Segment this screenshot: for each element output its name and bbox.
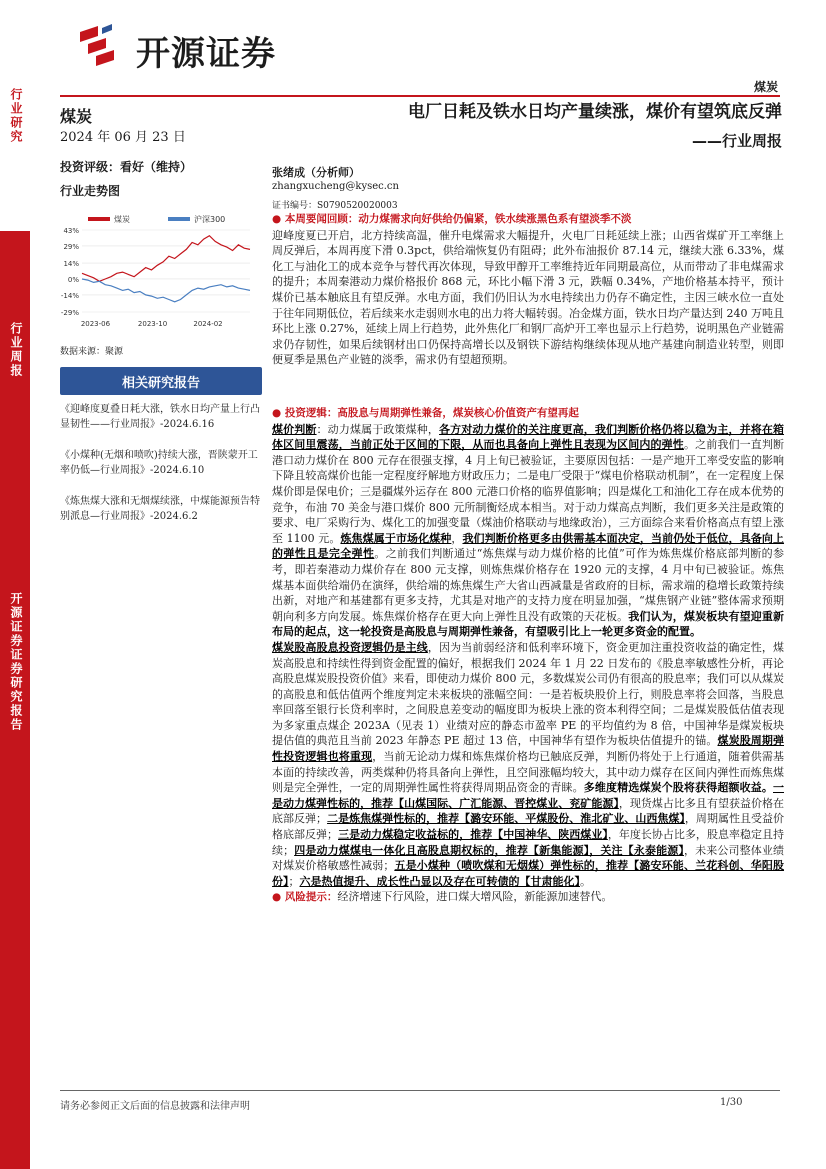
- related-reports-title: 相关研究报告: [121, 376, 200, 391]
- section-body: 迎峰度夏已开启，北方持续高温，催升电煤需求大幅提升，火电厂日耗延续上涨；山西省煤矿开工率继上周反弹后，本周再度下滑 0.3pct，供给端恢复仍有阻碍；此外布油报价 87.14 元，继续大涨 6.33%，煤化工与油化工的成本竞争与替代再次体现，导致甲醇开工率维持近年同期最高位，从而带动了非电煤需求的提升；本周秦港动力煤价格报价 868 元，环比小幅下滑 3 元，跌幅 0.34%，产地价格基本持平，预计煤价已基本触底且有望反弹。水电方面，我们仍旧认为水电持续出力仍存不确定性，主因三峡水位一直处于往年同期低位，若后续来水走弱则水电的出力将大幅转弱。冶金煤方面，铁水日均产量达到 240 万吨且环比上涨 0.27%，延续上周上行趋势，此外焦化厂和钢厂高炉开工率也显示上行趋势，说明黑色产业链需求仍存韧性，如果后续钢材出口仍保持高增长以及钢铁下游结构继续体现从地产基建向制造业转型，则即便夏季是黑色产业链的淡季，需求仍有望超预期。: [272, 228, 784, 367]
- bullet-icon: ●: [272, 407, 285, 419]
- y-tick-label: -29%: [60, 309, 79, 317]
- report-title: 电厂日耗及铁水日均产量续涨，煤价有望筑底反弹: [408, 102, 782, 122]
- x-tick-label: 2023-10: [137, 320, 168, 328]
- series-line-csi300: [82, 279, 250, 302]
- analyst-name: 张绪成（分析师）: [272, 166, 360, 179]
- x-tick-label: 2023-06: [80, 320, 111, 328]
- y-tick-label: 43%: [63, 227, 79, 235]
- y-tick-label: -14%: [60, 291, 79, 300]
- industry-name: 煤炭: [60, 107, 93, 126]
- related-report-link[interactable]: 《迎峰度夏叠日耗大涨，铁水日均产量上行凸显韧性——行业周报》-2024.6.16: [60, 404, 260, 430]
- industry-trend-chart: [50, 212, 260, 342]
- side-label-brand: 开源证券证券研究报告: [9, 592, 23, 732]
- side-label-weekly: 行业周报: [9, 322, 23, 378]
- section-investment-logic: [272, 406, 784, 906]
- footer-divider: [60, 1090, 780, 1091]
- report-subtitle: ——行业周报: [691, 132, 782, 150]
- chart-source: 数据来源：聚源: [60, 347, 124, 357]
- section-weekly-review: [272, 212, 784, 368]
- series-line-coal: [82, 236, 250, 282]
- related-report-link[interactable]: 《炼焦煤大涨和无烟煤续涨，中煤能源预告特别派息—行业周报》-2024.6.2: [60, 496, 260, 522]
- side-label-research: 行业研究: [9, 88, 23, 144]
- legend-swatch: [168, 217, 190, 221]
- bullet-icon: ●: [272, 213, 285, 225]
- y-tick-label: 29%: [63, 242, 79, 251]
- paragraph-coal-price: 煤价判断：动力煤属于政策煤种，各方对动力煤价的关注度更高，我们判断价格仍将以稳为主，并将在箱体区间里震荡，当前正处于区间的下限，从而也具备向上弹性且表现为区间内的弹性。之前我们一直判断港口动力煤价在 800 元存在很强支撑，4 月上旬已被验证，主要原因包括：一是产地开工率受安监的影响下降且较高煤价也能一定程度纾解地方财政压力；二是电厂受限于“煤电价格联动机制”，在一定程度上保煤价即是保电价；三是疆煤外运存在 800 元港口价格的临界值影响；四是煤化工和油化工存在成本优势的竞争，布油 70 美金与港口煤价 800 元所制衡烃成本相当。对于动力煤高点判断，我们更多关注是政策的要求、电厂采购行为、煤化工的加强变量（煤油价格联动与地缘政治），三方面综合来看价格高点有望上涨至 1100 元。炼焦煤属于市场化煤种，我们判断价格更多由供需基本面决定，当前仍处于低位，具备向上的弹性且是完全弹性。之前我们判断通过“炼焦煤与动力煤价格的比值”可作为炼焦煤价格底部判断的参考，即若秦港动力煤价存在 800 元支撑，则炼焦煤价格存在 1920 元的支撑，4 月中旬已被验证。炼焦煤基本面供给端仍在演绎，供给端的炼焦煤生产大省山西减量是省政府的目标，需求端的稳增长政策持续出新，对地产和基建都有更多支持，尤其是对地产的支持力度在明显加强，“煤焦钢产业链”整体需求预期朝向利多方向发展。炼焦煤价格存在更大向上弹性且没有政策的天花板。我们认为，煤炭板块有望迎重新布局的起点，这一轮投资是高股息与周期弹性兼备，有望吸引比上一轮更多资金的配置。: [272, 422, 785, 639]
- industry-tag: 煤炭: [753, 80, 778, 94]
- y-tick-label: 14%: [63, 260, 79, 269]
- legend-swatch: [88, 217, 110, 221]
- bullet-icon: ●: [272, 891, 285, 904]
- related-report-link[interactable]: 《小煤种(无烟和喷吹)持续大涨，晋陕蒙开工率仍低—行业周报》-2024.6.10: [60, 450, 258, 476]
- analyst-email[interactable]: zhangxucheng@kysec.cn: [272, 181, 399, 192]
- company-name: 开源证券: [136, 34, 276, 74]
- risk-warning: ● 风险提示：经济增速下行风险，进口煤大增风险，新能源加速替代。: [272, 890, 613, 904]
- x-tick-label: 2024-02: [193, 320, 223, 328]
- analyst-certificate: 证书编号：S0790520020003: [272, 201, 398, 211]
- paragraph-dividend: 煤炭股高股息投资逻辑仍是主线，因为当前弱经济和低利率环境下，资金更加注重投资收益的确定性，煤炭高股息和持续性得到资金配置的偏好，根据我们 2024 年 1 月 22 日发布的《股息率敏感性分析，再论高股息煤炭股投资价值》来看，即使动力煤价 800 元，多数煤炭公司仍有很高的股息率；我们可以从煤炭的高股息和低估值两个维度判定未来板块的涨幅空间：一是若板块股价上行，则股息率将会回落，当股息率回落至银行长贷利率时，之间股息差变动的幅度即为板块上涨的资本利得空间；二是煤炭股低估值表现为多家重点煤企 2023A（见表 1）业绩对应的静态市盈率 PE 的平均值约为 8 倍，中国神华是煤炭板块提估值的典范且当前 2023 年静态 PE 超过 13 倍，中国神华有望作为板块估值提升的锚。煤炭股周期弹性投资逻辑也将重现，当前无论动力煤和炼焦煤价格均已触底反弹，判断仍将处于上行通道，随着供需基本面的持续改善，两类煤种仍将具备向上弹性，且空间涨幅均较大，其中动力煤存在区间内弹性而炼焦煤则是完全弹性，一定的周期弹性属性将获得周期品资金的青睐。多维度精选煤炭个股将获得超额收益。一是动力煤弹性标的，推荐【山煤国际、广汇能源、晋控煤业、兖矿能源】，现货煤占比多且有望获益价格在底部反弹；二是炼焦煤弹性标的，推荐【潞安环能、平煤股份、淮北矿业、山西焦煤】，周期属性且受益价格底部反弹；三是动力煤稳定收益标的，推荐【中国神华、陕西煤业】，年度长协占比多，股息率稳定且持续；四是动力煤煤电一体化且高股息期权标的，推荐【新集能源】，关注【永泰能源】，未来公司整体业绩对煤炭价格敏感性减弱；五是小煤种（喷吹煤和无烟煤）弹性标的，推荐【潞安环能、兰花科创、华阳股份】；六是热值提升、成长性凸显以及存在可转债的【甘肃能化】。: [272, 640, 785, 888]
- section-heading: 投资逻辑：高股息与周期弹性兼备，煤炭核心价值资产有望再起: [284, 407, 579, 419]
- y-tick-label: 0%: [67, 275, 79, 284]
- footer-disclaimer: 请务必参阅正文后面的信息披露和法律声明: [60, 1101, 250, 1112]
- trend-chart-title: 行业走势图: [60, 184, 121, 198]
- investment-rating: 投资评级：看好（维持）: [60, 160, 193, 174]
- page-number: 1/30: [720, 1097, 743, 1108]
- legend-label: 煤炭: [114, 215, 130, 224]
- section-heading: 本周要闻回顾：动力煤需求向好供给仍偏紧，铁水续涨黑色系有望淡季不淡: [284, 213, 632, 225]
- company-logo-icon: [78, 24, 128, 70]
- legend-label: 沪深300: [194, 215, 226, 224]
- report-date: 2024 年 06 月 23 日: [60, 130, 186, 145]
